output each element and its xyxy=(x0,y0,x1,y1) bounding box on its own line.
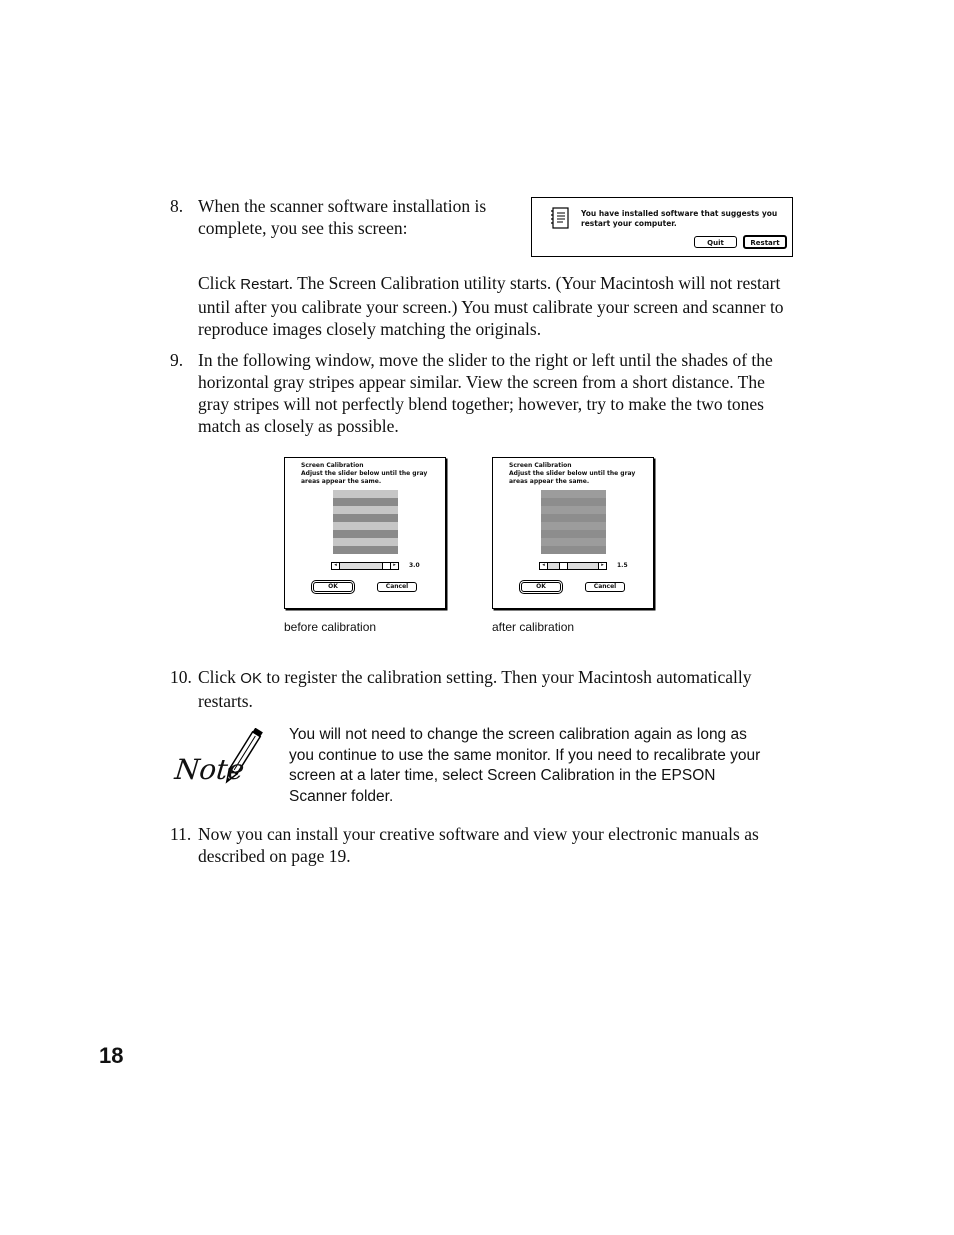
note-text xyxy=(289,725,769,807)
slider-thumb[interactable] xyxy=(559,563,568,569)
step-8-number: 8. xyxy=(170,196,184,216)
step-8-paragraph xyxy=(198,272,794,340)
page-number: 18 xyxy=(99,1043,124,1068)
calibration-instruction-line1: Adjust the slider below until the gray xyxy=(509,470,636,477)
gray-stripe xyxy=(541,498,606,506)
ok-button[interactable]: OK xyxy=(521,582,561,592)
gray-stripe xyxy=(541,514,606,522)
gray-stripe xyxy=(541,506,606,514)
dialog-message-line2: restart your computer. xyxy=(581,219,677,228)
calibration-instruction-line2: areas appear the same. xyxy=(509,478,590,485)
calibration-title: Screen Calibration xyxy=(301,462,364,469)
gray-stripes-swatch xyxy=(541,490,606,554)
ok-ui-term: OK xyxy=(240,670,262,687)
gray-stripe xyxy=(333,506,398,514)
calibration-title: Screen Calibration xyxy=(509,462,572,469)
dialog-message xyxy=(581,209,781,229)
gray-stripe xyxy=(541,522,606,530)
note-label: Note xyxy=(173,753,246,786)
gray-stripes-swatch xyxy=(333,490,398,554)
note-text-end: in the EPSON Scanner folder. xyxy=(289,767,716,805)
right-arrow-icon[interactable]: ▸ xyxy=(390,563,398,569)
restart-button[interactable]: Restart xyxy=(743,235,787,249)
step-10-click: Click xyxy=(198,667,241,687)
note-text-main: You will not need to change the screen calibration again as long as you continue to use the same monitor. If you need to recalibrate your screen at a later time, select xyxy=(289,726,761,784)
alert-document-icon xyxy=(550,207,570,229)
step-8-paragraph-rest: . The Screen Calibration utility starts. (Your Macintosh will not restart until after you calibrate your screen.) You must calibrate your screen and scanner to reproduce images closely matching the originals. xyxy=(198,273,784,339)
step-11-number: 11. xyxy=(170,824,192,844)
restart-dialog xyxy=(531,197,793,257)
step-10-number: 10. xyxy=(170,667,192,687)
right-arrow-icon[interactable]: ▸ xyxy=(598,563,606,569)
gray-stripe xyxy=(333,498,398,506)
gray-stripe xyxy=(333,530,398,538)
gray-stripe xyxy=(541,546,606,554)
gray-stripe xyxy=(541,530,606,538)
left-arrow-icon[interactable]: ◂ xyxy=(540,563,548,569)
calibration-instruction xyxy=(509,470,649,486)
left-arrow-icon[interactable]: ◂ xyxy=(332,563,340,569)
gray-stripe xyxy=(333,514,398,522)
step-10-text xyxy=(198,666,798,712)
cancel-button[interactable]: Cancel xyxy=(377,582,417,592)
gray-stripe xyxy=(541,538,606,546)
gray-stripe xyxy=(333,538,398,546)
step-9-text: In the following window, move the slider to the right or left until the shades of the horizontal gray stripes appear similar. View the screen from a short distance. The gray stripes will not perfectly blend together; however, try to make the two tones match as closely as possible. xyxy=(198,350,773,436)
gray-stripe xyxy=(333,522,398,530)
step-10-rest: to register the calibration setting. Then your Macintosh automatically restarts. xyxy=(198,667,752,711)
quit-button[interactable]: Quit xyxy=(694,236,737,248)
step-8-line2: complete, you see this screen: xyxy=(198,218,408,238)
gamma-slider[interactable] xyxy=(331,562,399,570)
step-8-line1: When the scanner software installation is xyxy=(198,196,487,216)
calibration-instruction xyxy=(301,470,441,486)
gamma-value: 3.0 xyxy=(409,562,420,569)
gray-stripe xyxy=(333,490,398,498)
cancel-button[interactable]: Cancel xyxy=(585,582,625,592)
dialog-message-line1: You have installed software that suggests you xyxy=(581,209,778,218)
caption-before: before calibration xyxy=(284,620,377,634)
calibration-window-before xyxy=(284,457,446,609)
step-8-intro xyxy=(198,195,518,239)
calibration-window-after xyxy=(492,457,654,609)
gamma-value: 1.5 xyxy=(617,562,628,569)
step-11-text: Now you can install your creative software and view your electronic manuals as described on page 19. xyxy=(198,824,759,866)
step-9-number: 9. xyxy=(170,350,184,370)
gray-stripe xyxy=(333,546,398,554)
ok-button[interactable]: OK xyxy=(313,582,353,592)
restart-ui-term: Restart xyxy=(240,276,289,293)
gamma-slider[interactable] xyxy=(539,562,607,570)
screen-calibration-ui-term: Screen Calibration xyxy=(487,767,615,784)
step-8-click: Click xyxy=(198,273,241,293)
gray-stripe xyxy=(541,490,606,498)
calibration-instruction-line1: Adjust the slider below until the gray xyxy=(301,470,428,477)
caption-after: after calibration xyxy=(492,620,575,634)
calibration-instruction-line2: areas appear the same. xyxy=(301,478,382,485)
